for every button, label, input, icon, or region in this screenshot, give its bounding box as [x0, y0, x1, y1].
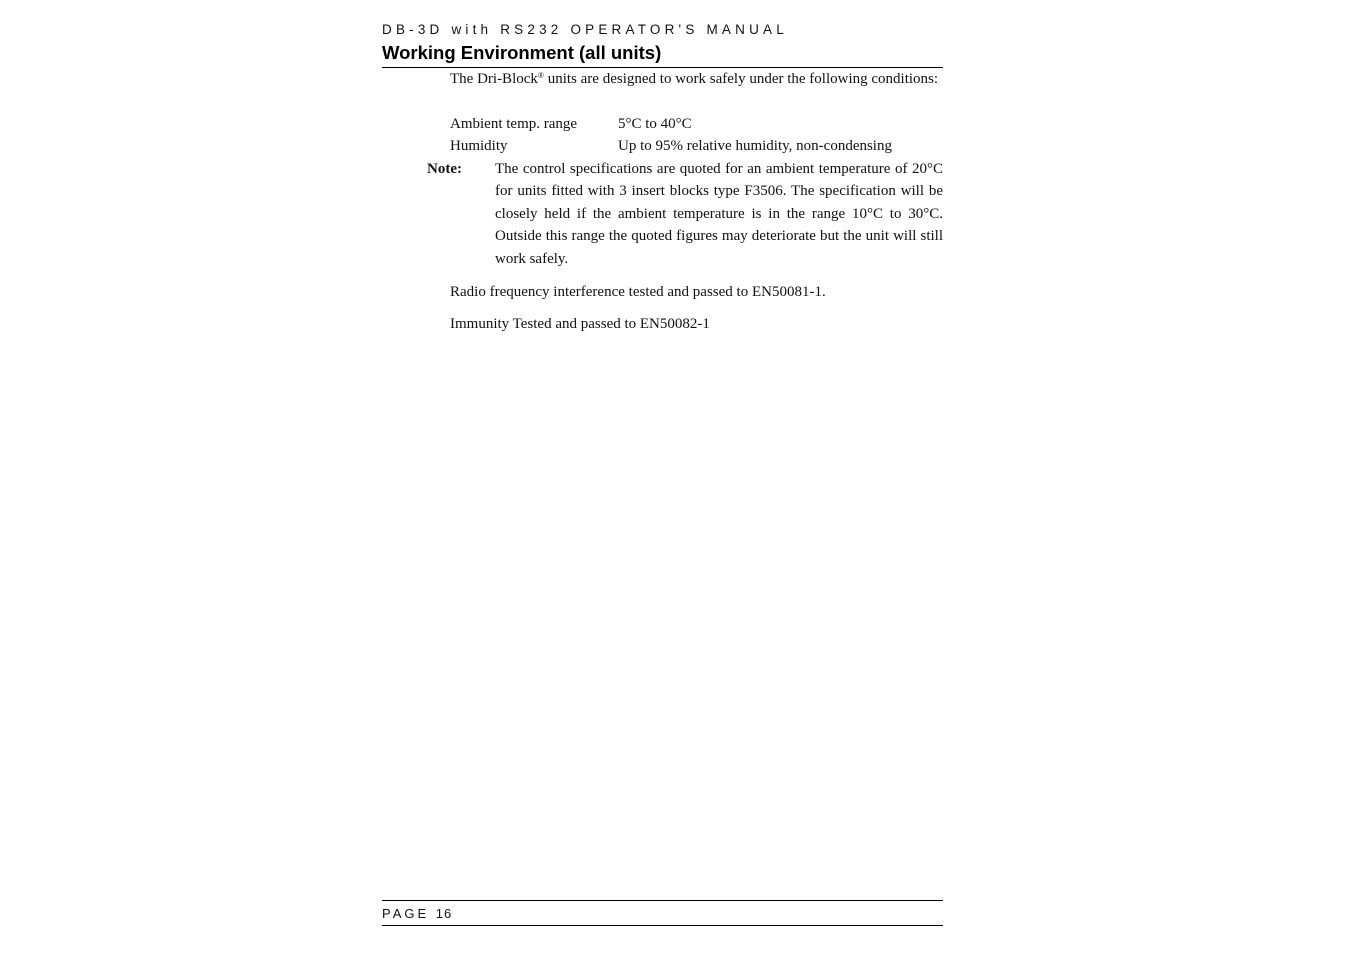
condition-row-ambient-temp — [450, 113, 943, 135]
condition-value: 5°C to 40°C — [618, 116, 692, 132]
page-footer — [382, 906, 452, 921]
footer-bottom-rule — [382, 925, 943, 926]
page-label: PAGE — [382, 906, 430, 921]
condition-label: Ambient temp. range — [450, 116, 578, 132]
immunity-statement: Immunity Tested and passed to EN50082-1 — [450, 316, 710, 332]
condition-label: Humidity — [450, 138, 508, 154]
section-title: Working Environment (all units) — [382, 42, 662, 63]
registered-mark: ® — [537, 71, 544, 80]
condition-value: Up to 95% relative humidity, non-condensing — [618, 138, 892, 154]
intro-paragraph — [450, 68, 943, 90]
page-number: 16 — [435, 906, 453, 921]
note-text: The control specifications are quoted for an ambient temperature of 20°C for units fitted with 3 insert blocks type F3506. The specification will be closely held if the ambient temperature is in the range 10°C to 30°C. Outside this range the quoted figures may deteriorate but the unit will still work safely. — [495, 161, 943, 267]
condition-row-humidity — [450, 135, 943, 157]
note-label: Note: — [427, 161, 462, 177]
running-header: DB-3D with RS232 OPERATOR'S MANUAL — [382, 22, 788, 37]
footer-top-rule — [382, 900, 943, 901]
rfi-statement: Radio frequency interference tested and passed to EN50081-1. — [450, 284, 826, 300]
intro-text-start: The Dri-Block — [450, 71, 538, 87]
intro-text-end: units are designed to work safely under the following conditions: — [543, 71, 939, 87]
